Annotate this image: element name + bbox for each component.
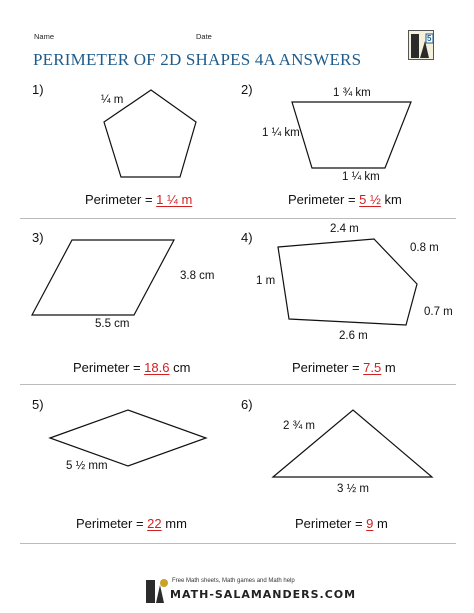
- logo-digit: 5: [427, 34, 432, 43]
- answer-unit: m: [373, 516, 388, 531]
- problem-number: 6): [241, 397, 253, 412]
- footer-brand[interactable]: MATH-SALAMANDERS.COM: [170, 588, 357, 601]
- answer: 7.5: [363, 360, 382, 375]
- perimeter-line: [76, 516, 187, 531]
- side-label: 3.8 cm: [180, 270, 215, 282]
- answer: 9: [366, 516, 374, 531]
- side-label: 5.5 cm: [95, 318, 130, 330]
- side-label: 0.8 m: [410, 242, 439, 254]
- date-label: Date: [196, 32, 212, 41]
- salamander-footer-icon: [145, 576, 169, 606]
- parallelogram-shape: [32, 240, 174, 315]
- answer: 1 ¼ m: [156, 192, 193, 207]
- perimeter-prefix: Perimeter =: [85, 192, 157, 207]
- perimeter-prefix: Perimeter =: [292, 360, 364, 375]
- side-label: 2.6 m: [339, 330, 368, 342]
- problem-number: 2): [241, 82, 253, 97]
- answer-unit: km: [380, 192, 402, 207]
- perimeter-line: [295, 516, 388, 531]
- side-label: 1 ¼ km: [262, 127, 300, 139]
- answer: 22: [147, 516, 162, 531]
- perimeter-prefix: Perimeter =: [288, 192, 360, 207]
- side-label: 1 ¼ km: [342, 171, 380, 183]
- side-label: 3 ½ m: [337, 483, 369, 495]
- perimeter-prefix: Perimeter =: [73, 360, 145, 375]
- perimeter-line: [73, 360, 190, 375]
- side-label: ¼ m: [101, 94, 124, 106]
- side-label: 2 ¾ m: [283, 420, 315, 432]
- answer-unit: cm: [169, 360, 191, 375]
- answer-unit: m: [381, 360, 396, 375]
- perimeter-line: [292, 360, 396, 375]
- answer: 18.6: [144, 360, 170, 375]
- problem-number: 4): [241, 230, 253, 245]
- answer: 5 ½: [359, 192, 381, 207]
- problem-number: 5): [32, 397, 44, 412]
- problem-number: 3): [32, 230, 44, 245]
- trapezoid-shape: [292, 102, 411, 168]
- side-label: 0.7 m: [424, 306, 453, 318]
- name-label: Name: [34, 32, 55, 41]
- problem-number: 1): [32, 82, 44, 97]
- footer-logo: [145, 576, 169, 606]
- answer-unit: mm: [161, 516, 187, 531]
- side-label: 2.4 m: [330, 223, 359, 235]
- side-label: 1 ¾ km: [333, 87, 371, 99]
- side-label: 1 m: [256, 275, 276, 287]
- perimeter-line: [85, 192, 192, 207]
- rhombus-shape: [50, 410, 206, 466]
- perimeter-prefix: Perimeter =: [295, 516, 367, 531]
- perimeter-line: [288, 192, 402, 207]
- side-label: 5 ½ mm: [66, 460, 108, 472]
- perimeter-prefix: Perimeter =: [76, 516, 148, 531]
- irregular-pentagon-shape: [278, 239, 417, 325]
- page-title: PERIMETER OF 2D SHAPES 4A ANSWERS: [33, 50, 362, 69]
- footer-tagline: Free Math sheets, Math games and Math help: [172, 578, 295, 584]
